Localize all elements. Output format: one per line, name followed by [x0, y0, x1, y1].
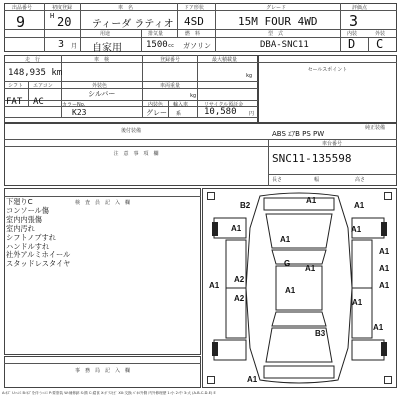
color-no-label: カラーNo. [62, 102, 86, 108]
inspector-title: 検 査 員 記 入 欄 [74, 200, 130, 206]
ac-label: エアコン [33, 83, 53, 89]
notes-title: 注 意 事 項 欄 [113, 151, 159, 157]
type-value: DBA-SNC11 [260, 40, 309, 50]
interior-label: 内装色 [148, 102, 164, 108]
shift-label: シフト [8, 83, 24, 89]
list-item: コンソール傷 [6, 205, 49, 215]
corner-marker [207, 376, 215, 384]
damage-mark: A1 [352, 298, 363, 307]
weight-unit: kg [190, 93, 197, 99]
damage-mark: B3 [315, 329, 326, 338]
office-title: 事 務 局 記 入 欄 [74, 368, 130, 374]
width-label: 幅 [314, 177, 320, 183]
corner-marker [207, 192, 215, 200]
model-name: ティーダ ラティオ [92, 19, 174, 30]
sales-point-title: セールスポイント [307, 67, 348, 73]
year-label: 初度登録 [52, 5, 73, 11]
cc-label: 排気量 [148, 31, 164, 37]
door-shape: 4SD [184, 15, 204, 28]
doors-label: ドア形状 [184, 5, 204, 11]
length-label: 長さ [272, 177, 283, 183]
color-no-value: K23 [72, 108, 87, 117]
interior-value: グレー [146, 109, 167, 117]
damage-mark: A1 [379, 247, 390, 256]
damage-mark: A1 [231, 224, 242, 233]
score-value: 3 [349, 12, 359, 30]
fuel-value: ガソリン [183, 42, 211, 50]
weight-label: 車両重量 [160, 83, 181, 89]
damage-mark: A1 [306, 196, 317, 205]
car-diagram [202, 188, 397, 388]
damage-mark: A2 [234, 294, 245, 303]
cc-value: 1500 [146, 40, 168, 50]
ext-label: 外装 [375, 31, 386, 37]
damage-mark: A1 [354, 201, 365, 210]
damage-mark: A1 [379, 281, 390, 290]
grade-value: 15M FOUR 4WD [238, 15, 318, 28]
recycle-unit: 円 [249, 111, 255, 117]
recycle-label: リサイクル預託金 [204, 102, 244, 108]
load-unit: kg [246, 73, 253, 79]
equipment-items: ABS ｴｱB PS PW [272, 130, 325, 138]
list-item: ハンドルすれ [6, 241, 50, 251]
list-item: 室内内張傷 [6, 214, 42, 224]
year-value: 20 [57, 15, 72, 29]
score-label: 評価点 [352, 5, 368, 11]
cc-unit: cc [168, 43, 175, 49]
inspection-label: 車 検 [94, 57, 110, 63]
inspector-items [6, 198, 70, 269]
int-grade: D [348, 37, 356, 51]
damage-mark: A2 [234, 275, 245, 284]
import-label: 輸入車 [173, 102, 189, 108]
damage-mark: A1 [285, 286, 296, 295]
fuel-label: 燃 料 [185, 31, 201, 37]
model-label: 車 名 [118, 5, 134, 11]
list-item: シフトノブすれ [6, 232, 56, 242]
ac-value: AC [33, 97, 44, 107]
damage-mark: G [284, 259, 291, 268]
shift-value: FAT [6, 97, 23, 107]
damage-mark: A1 [351, 225, 362, 234]
grade-label: グレード [266, 5, 287, 11]
chassis-label: 車台番号 [322, 141, 343, 147]
height-label: 高さ [355, 177, 366, 183]
damage-mark: B2 [240, 201, 251, 210]
damage-mark: A1 [379, 264, 390, 273]
list-item: 室内汚れ [6, 223, 35, 233]
lot-label: 出品番号 [12, 5, 33, 11]
int-label: 内装 [347, 31, 358, 37]
equipment-label: 純正装備 [365, 125, 386, 131]
reg-label: 登録番号 [160, 57, 181, 63]
after-market-label: 後付装備 [120, 128, 141, 134]
corner-marker [384, 192, 392, 200]
damage-mark: A1 [305, 264, 316, 273]
damage-mark: A1 [209, 281, 220, 290]
list-item: スタッドレスタイヤ [6, 259, 71, 269]
ext-grade: C [376, 37, 384, 51]
type-label: 型 式 [268, 31, 284, 37]
corner-marker [384, 376, 392, 384]
month-value: 3 [58, 39, 65, 50]
year-era: H [50, 12, 55, 20]
damage-mark: A1 [373, 323, 384, 332]
lot-number: 9 [16, 13, 26, 31]
list-item: 下廻りC [6, 197, 33, 206]
damage-mark: A1 [280, 235, 291, 244]
color-label: 外装色 [92, 83, 108, 89]
month-unit: 月 [71, 43, 78, 50]
use-value: 自家用 [92, 43, 122, 54]
recycle-value: 10,580 [204, 107, 237, 117]
mileage-label: 走 行 [25, 57, 41, 63]
color-value: シルバー [88, 90, 116, 98]
legend-text: A:ｷｽﾞ U:ﾍｺﾐ B:ｷｽﾞを伴うﾍｺﾐ P:要塗装 W:補修跡 S:錆 C:腐食 X:ｶﾞﾗｽﾋﾋﾞ XX:交換 ﾊﾟﾈﾙ外側 内外修理歴 1:小 2:中 3:大 (A-B-C-D-E) E [2, 391, 216, 395]
list-item: 社外アルミホイール [6, 250, 71, 260]
use-label: 用途 [100, 31, 111, 37]
load-label: 最大積載量 [212, 57, 238, 63]
chassis-number: SNC11-135598 [272, 152, 352, 165]
mileage-value: 148,935 km [8, 68, 63, 78]
damage-mark: A1 [247, 375, 258, 384]
interior-suffix: 系 [176, 111, 182, 117]
